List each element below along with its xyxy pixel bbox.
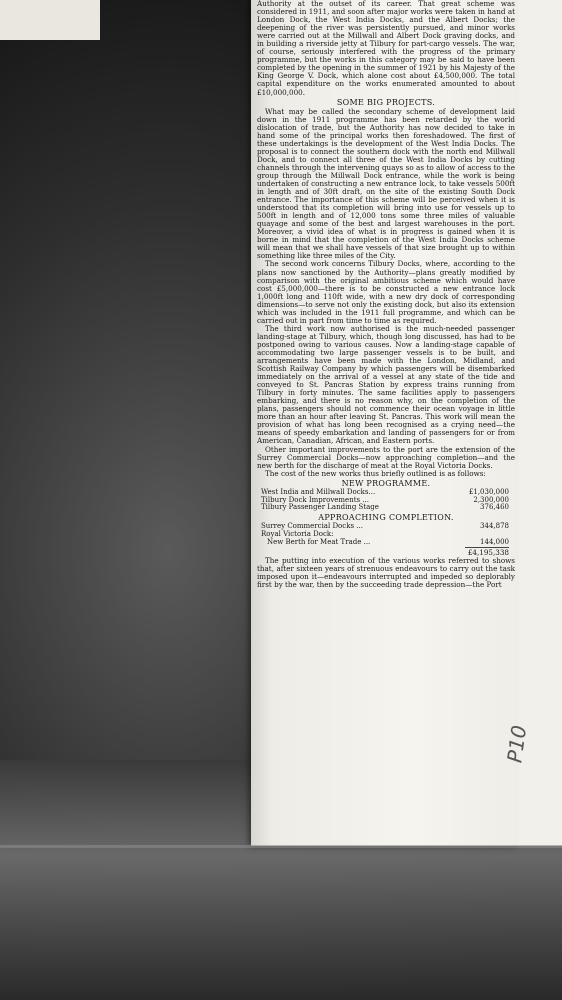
table-heading-approaching: APPROACHING COMPLETION.: [318, 513, 454, 523]
table-row: [257, 504, 515, 512]
section-heading-projects: SOME BIG PROJECTS.: [336, 97, 436, 107]
cost-total: £4,195,338: [467, 547, 509, 557]
cost-label: Tilbury Dock Improvements ...: [261, 495, 370, 504]
cost-label: New Berth for Meat Trade ...: [267, 537, 371, 546]
paragraph-closing: The putting into execution of the various works referred to shows that, after sixteen years of strenuous endeavours to carry out the task imposed upon it—endeavours interrupted and impeded so deplorably first by the war, then by the succeeding trade depression—the Port: [257, 555, 515, 589]
paragraph-other-improvements: Other important improvements to the port are the extension of the Surrey Commercial Docks—now approaching completion—and the new berth for the discharge of meat at the Royal Victoria Docks.: [257, 444, 515, 470]
cost-table-new-programme: [257, 489, 515, 512]
cost-amount: £1,030,000: [468, 487, 509, 496]
article-column: [257, 0, 515, 589]
paragraph-intro: Authority at the outset of its career. That great scheme was considered in 1911, and soon after major works were taken in hand at London Dock, the West India Docks, and the Albert Docks; the deepening of the river was persistently pursued, and minor works were carried out at the Millwall and Albert Dock graving docks, and in building a riverside jetty at Tilbury for part-cargo vessels. The war, of course, seriously interfered with the progress of the primary programme, but the works in this category may be said to have been completed by the opening in the summer of 1921 by his Majesty of the King George V. Dock, which alone cost about £4,500,000. The total capital expenditure on the works enumerated amounted to about £10,000,000.: [257, 0, 515, 97]
paper-edge: [0, 845, 562, 848]
cost-amount: 144,000: [480, 537, 509, 546]
cost-label: Surrey Commercial Docks ...: [261, 522, 363, 531]
handwritten-annotation: P10: [502, 723, 532, 765]
table-row: [257, 539, 515, 547]
paragraph-landing-stage: The third work now authorised is the much-needed passenger landing-stage at Tilbury, which, though long discussed, has had to be postponed owing to various causes. Now a landing-stage capable of accommodating two large passenger vessels is to be built, and arrangements have been made with the London, Midland, and Scottish Railway Company by which passengers will be disembarked immediately on the arrival of a vessel at any state of the tide and conveyed to St. Pancras Station by express trains running from Tilbury in forty minutes. The same facilities apply to passengers embarking, and there is no reason why, on the completion of the plans, passengers should not commence their ocean voyage in little more than an hour after leaving St. Pancras. This work will mean the provision of what has long been recognised as a crying need—the means of speedy embarkation and landing of passengers for or from American, Canadian, African, and Eastern ports.: [257, 323, 515, 446]
paragraph-tilbury-docks: The second work concerns Tilbury Docks, where, according to the plans now sanctioned by the Authority—plans greatly modified by comparison with the original ambitious scheme which would have cost £5,000,000—there is to be constructed a new entrance lock 1,000ft long and 110ft wide, with a new dry dock of corresponding dimensions—to serve not only the existing dock, but also its extension which was included in the 1911 full programme, and which can be carried out in part from time to time as required.: [257, 259, 515, 325]
cost-amount: 376,460: [480, 503, 509, 512]
page-margin: [519, 0, 562, 846]
cost-table-approaching: [257, 523, 515, 546]
cost-amount: 2,300,000: [473, 495, 509, 504]
cost-label: Royal Victoria Dock:: [261, 529, 334, 538]
cost-label: West India and Millwall Docks...: [261, 487, 376, 496]
paragraph-cost-intro: The cost of the new works thus briefly outlined is as follows:: [265, 468, 486, 478]
cost-label: Tilbury Passenger Landing Stage: [261, 503, 379, 512]
table-heading-new-programme: NEW PROGRAMME.: [341, 478, 431, 488]
cost-amount: 344,878: [480, 522, 509, 531]
paper-edge-fragment: [0, 0, 100, 40]
paragraph-secondary-scheme: What may be called the secondary scheme of development laid down in the 1911 programme has been retarded by the world dislocation of trade, but the Authority has now decided to take in hand some of the principal works then foreshadowed. The first of these undertakings is the development of the West India Docks. The proposal is to connect the southern dock with the north end Millwall Dock, and to connect all three of the West India Docks by cutting channels through the intervening quays so as to allow of access to the group through the Millwall Dock entrance, while the work is being undertaken of constructing a new entrance lock, to take vessels 500ft in length and of 30ft draft, on the site of the existing South Dock entrance. The importance of this scheme will be perceived when it is understood that its completion will bring into use for vessels up to 500ft in length and of 12,000 tons some three miles of valuable quayage and some of the best and largest warehouses in the port. Moreover, a vivid idea of what is in progress is gained when it is borne in mind that the completion of the West India Docks scheme will mean that we shall have vessels of that size brought up to within something like three miles of the City.: [257, 106, 515, 261]
